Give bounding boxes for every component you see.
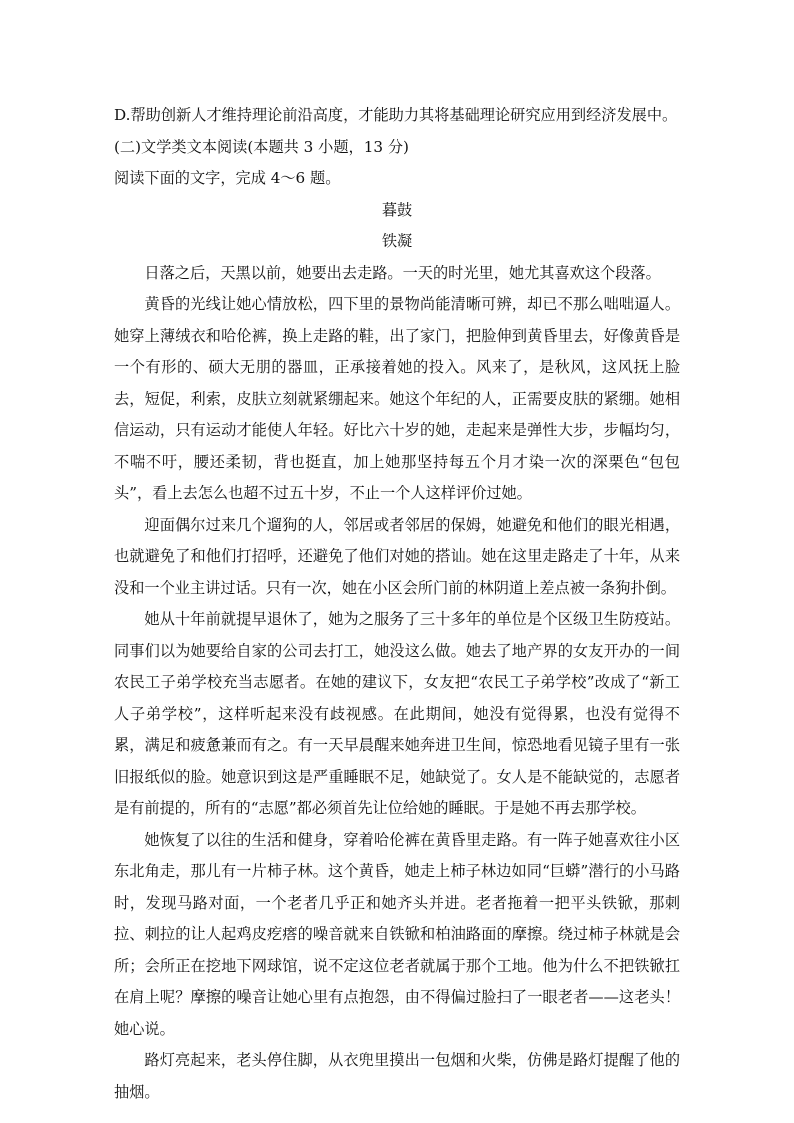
story-paragraph-6: 路灯亮起来，老头停住脚，从衣兜里摸出一包烟和火柴，仿佛是路灯提醒了他的抽烟。 [114,1051,680,1101]
story-paragraph-2: 黄昏的光线让她心情放松，四下里的景物尚能清晰可辨，却已不那么咄咄逼人。她穿上薄绒衣和哈伦裤，换上走路的鞋，出了家门，把脸伸到黄昏里去，好像黄昏是一个有形的、硕大无朋的器皿，正承接着她的投入。风来了，是秋风，这风抚上脸去，短促，利索，皮肤立刻就紧绷起来。她这个年纪的人，正需要皮肤的紧绷。她相信运动，只有运动才能使人年轻。好比六十岁的她，走起来是弹性大步，步幅均匀，不喘不吁，腰还柔韧，背也挺直，加上她那坚持每五个月才染一次的深栗色“包包头”，看上去怎么也超不过五十岁，不止一个人这样评价过她。 [114,295,680,502]
story-paragraph-1: 日落之后，天黑以前，她要出去走路。一天的时光里，她尤其喜欢这个段落。 [144,263,661,282]
reading-instruction: 阅读下面的文字，完成 4～6 题。 [114,169,341,187]
story-title: 暮鼓 [381,200,413,219]
story-paragraph-3: 迎面偶尔过来几个遛狗的人，邻居或者邻居的保姆，她避免和他们的眼光相遇，也就避免了和他们打招呼，还避免了他们对她的搭讪。她在这里走路走了十年，从来没和一个业主讲过话。只有一次，她在小区会所门前的林阴道上差点被一条狗扑倒。 [114,515,680,597]
option-d-line: D.帮助创新人才维持理论前沿高度，才能助力其将基础理论研究应用到经济发展中。 [114,106,678,124]
section-heading: (二)文学类文本阅读(本题共 3 小题，13 分) [114,137,409,156]
story-paragraph-5: 她恢复了以往的生活和健身，穿着哈伦裤在黄昏里走路。有一阵子她喜欢往小区东北角走，那儿有一片柿子林。这个黄昏，她走上柿子林边如同“巨蟒”潜行的小马路时，发现马路对面，一个老者几乎正和她齐头并进。老者拖着一把平头铁锨，那刺拉、刺拉的让人起鸡皮疙瘩的噪音就来自铁锨和柏油路面的摩擦。绕过柿子林就是会所；会所正在挖地下网球馆，说不定这位老者就属于那个工地。他为什么不把铁锨扛在肩上呢？摩擦的噪音让她心里有点抱怨，由不得偏过脸扫了一眼老者——这老头！她心说。 [114,830,680,1038]
document-page [114,100,680,1108]
story-paragraph-4: 她从十年前就提早退休了，她为之服务了三十多年的单位是个区级卫生防疫站。同事们以为她要给自家的公司去打工，她没这么做。她去了地产界的女友开办的一间农民工子弟学校充当志愿者。在她的建议下，女友把“农民工子弟学校”改成了“新工人子弟学校”，这样听起来没有歧视感。在此期间，她没有觉得累，也没有觉得不累，满足和疲惫兼而有之。有一天早晨醒来她奔进卫生间，惊恐地看见镜子里有一张旧报纸似的脸。她意识到这是严重睡眠不足，她缺觉了。女人是不能缺觉的，志愿者是有前提的，所有的“志愿”都必须首先让位给她的睡眠。于是她不再去那学校。 [114,610,680,817]
story-author: 铁凝 [381,232,413,250]
